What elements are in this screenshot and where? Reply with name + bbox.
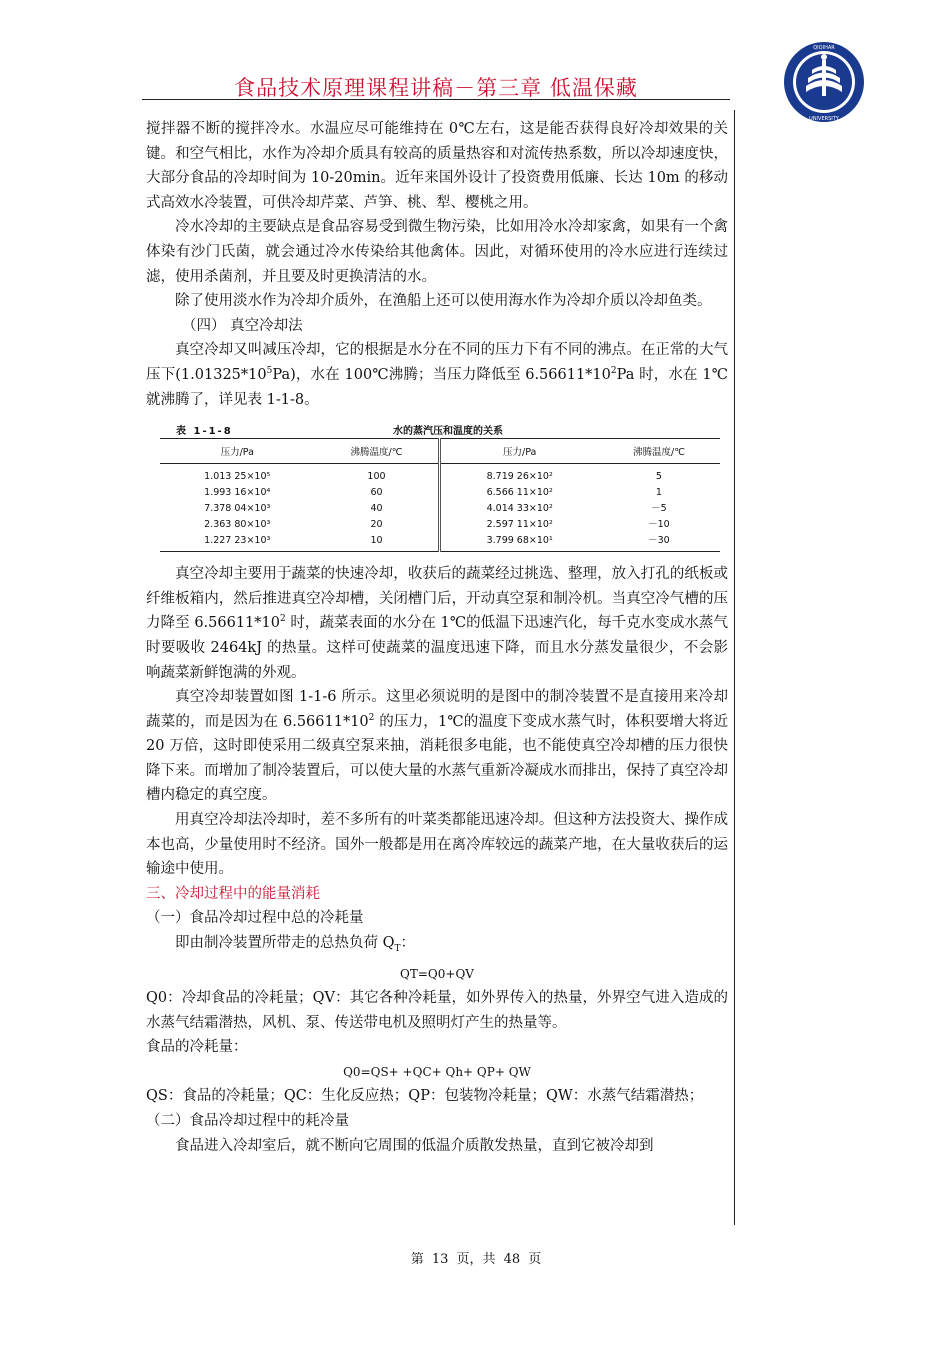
- paragraph-load-definitions: Q0：冷却食品的冷耗量；QV：其它各种冷耗量，如外界传入的热量，外界空气进入造成的水蒸气结霜潜热，风机、泵、传送带电机及照明灯产生的热量等。: [146, 990, 728, 1031]
- page-footer: 第 13 页，共 48 页: [410, 1252, 542, 1267]
- table-cell: 4.014 33×10²: [486, 503, 553, 515]
- table-cell: 7.378 04×10³: [204, 503, 271, 515]
- paragraph-cooling-room: 食品进入冷却室后，就不断向它周围的低温介质散发热量，直到它被冷却到: [175, 1137, 654, 1154]
- table-cell: 1.993 16×10⁴: [204, 487, 271, 499]
- table-cell: 1.013 25×10⁵: [204, 471, 271, 483]
- table-cell: 20: [315, 517, 440, 533]
- table-header-cell: 沸腾温度/℃: [315, 439, 440, 464]
- paragraph-vacuum-vegetables: 真空冷却主要用于蔬菜的快速冷却，收获后的蔬菜经过挑选、整理，放入打孔的纸板或纤维板箱内，然后推进真空冷却槽，关闭槽门后，开动真空泵和制冷机。当真空冷气槽的压力降至 $6.56611*10^2$ 时，蔬菜表面的水分在 1℃的低温下迅速汽化，每千克水变成水蒸气时要吸收 2464kJ 的热量。这样可使蔬菜的温度迅速下降，而且水分蒸发量很少，不会影响蔬菜新鲜饱满的外观。: [146, 566, 728, 681]
- table-cell: 60: [315, 485, 440, 501]
- table-cell: 6.566 11×10²: [486, 487, 553, 499]
- heading-energy-consumption: 三、冷却过程中的能量消耗: [146, 885, 320, 902]
- table-cell: 2.363 80×10³: [204, 519, 271, 531]
- svg-text:UNIVERSITY: UNIVERSITY: [809, 116, 839, 122]
- table-row: [160, 485, 720, 501]
- table-title: 水的蒸汽压和温度的关系: [393, 425, 503, 437]
- table-number: 表 1-1-8: [176, 425, 233, 437]
- heading-total-cooling-load: （一）食品冷却过程中总的冷耗量: [146, 910, 364, 927]
- page-header-title: 食品技术原理课程讲稿－第三章 低温保藏: [234, 76, 638, 100]
- table-cell: 8.719 26×10²: [486, 471, 553, 483]
- table-cell: 5: [655, 471, 662, 483]
- heading-cooling-consumption: （二）食品冷却过程中的耗冷量: [146, 1113, 349, 1130]
- paragraph-vacuum-device: 真空冷却装置如图 1-1-6 所示。这里必须说明的是图中的制冷装置不是直接用来冷却蔬菜的，而是因为在 $6.56611*10^2$ 的压力，1℃的温度下变成水蒸气时，体积要增大将近 20 万倍，这时即使采用二级真空泵来抽，消耗很多电能，也不能使真空冷却槽的压力很快降下来。而增加了制冷装置后，可以使大量的水蒸气重新冷凝成水而排出，保持了真空冷却槽内稳定的真空度。: [146, 689, 728, 804]
- university-seal-icon: [782, 40, 866, 124]
- paragraph-vacuum-cost: 用真空冷却法冷却时，差不多所有的叶菜类都能迅速冷却。但这种方法投资大、操作成本也高，少量使用时不经济。国外一般都是用在离冷库较远的蔬菜产地，在大量收获后的运输途中使用。: [146, 812, 728, 878]
- table-cell: 1: [655, 487, 662, 499]
- formula-total-load: QT=Q0+QV: [400, 966, 474, 981]
- table-cell: －30: [648, 535, 670, 547]
- heading-vacuum-cooling: （四） 真空冷却法: [182, 317, 303, 334]
- table-header-cell: 压力/Pa: [503, 447, 537, 459]
- table-row: [160, 464, 720, 486]
- right-margin-rule: [734, 110, 735, 1225]
- paragraph-total-heat-load: 即由制冷装置所带走的总热负荷 $Q_T$：: [175, 935, 416, 954]
- table-cell: 3.799 68×10¹: [486, 535, 553, 547]
- table-cell: －5: [651, 503, 667, 515]
- table-cell: 1.227 23×10³: [204, 535, 271, 547]
- table-row: [160, 501, 720, 517]
- paragraph-vacuum-intro: 真空冷却又叫减压冷却，它的根据是水分在不同的压力下有不同的沸点。在正常的大气压下$(1.01325*10^5Pa)$，水在 100℃沸腾；当压力降低至 $6.56611*10^2Pa$ 时，水在 1℃就沸腾了，详见表 1-1-8。: [146, 342, 729, 408]
- table-header-cell: 沸腾温度/℃: [633, 447, 685, 459]
- paragraph-food-load-label: 食品的冷耗量：: [146, 1039, 248, 1056]
- vapor-pressure-table: [160, 420, 720, 552]
- header-divider: [142, 99, 730, 100]
- table-cell: 10: [315, 533, 440, 552]
- table-cell: 40: [315, 501, 440, 517]
- paragraph-water-cooling: 搅拌器不断的搅拌冷水。水温应尽可能维持在 0℃左右，这是能否获得良好冷却效果的关键。和空气相比，水作为冷却介质具有较高的质量热容和对流传热系数，所以冷却速度快，大部分食品的冷却时间为 10-20min。近年来国外设计了投资费用低廉、长达 10m 的移动式高效水冷装置，可供冷却芹菜、芦笋、桃、犁、樱桃之用。: [146, 121, 728, 211]
- page-body: [146, 117, 728, 1158]
- table-header-cell: 压力/Pa: [220, 447, 254, 459]
- svg-text:QIQIHAR: QIQIHAR: [813, 45, 835, 51]
- paragraph-water-cooling-drawbacks: 冷水冷却的主要缺点是食品容易受到微生物污染，比如用冷水冷却家禽，如果有一个禽体染有沙门氏菌，就会通过冷水传染给其他禽体。因此，对循环使用的冷水应进行连续过滤，使用杀菌剂，并且要及时更换清洁的水。: [146, 219, 728, 285]
- table-row: [160, 533, 720, 552]
- table-cell: －10: [648, 519, 670, 531]
- paragraph-seawater: 除了使用淡水作为冷却介质外，在渔船上还可以使用海水作为冷却介质以冷却鱼类。: [175, 293, 712, 310]
- table-row: [160, 517, 720, 533]
- paragraph-food-load-definitions: QS：食品的冷耗量；QC：生化反应热；QP：包装物冷耗量；QW：水蒸气结霜潜热；: [146, 1088, 704, 1105]
- formula-food-load: Q0=QS+ +QC+ Qh+ QP+ QW: [343, 1064, 531, 1079]
- table-cell: 100: [315, 464, 440, 486]
- table-cell: 2.597 11×10²: [486, 519, 553, 531]
